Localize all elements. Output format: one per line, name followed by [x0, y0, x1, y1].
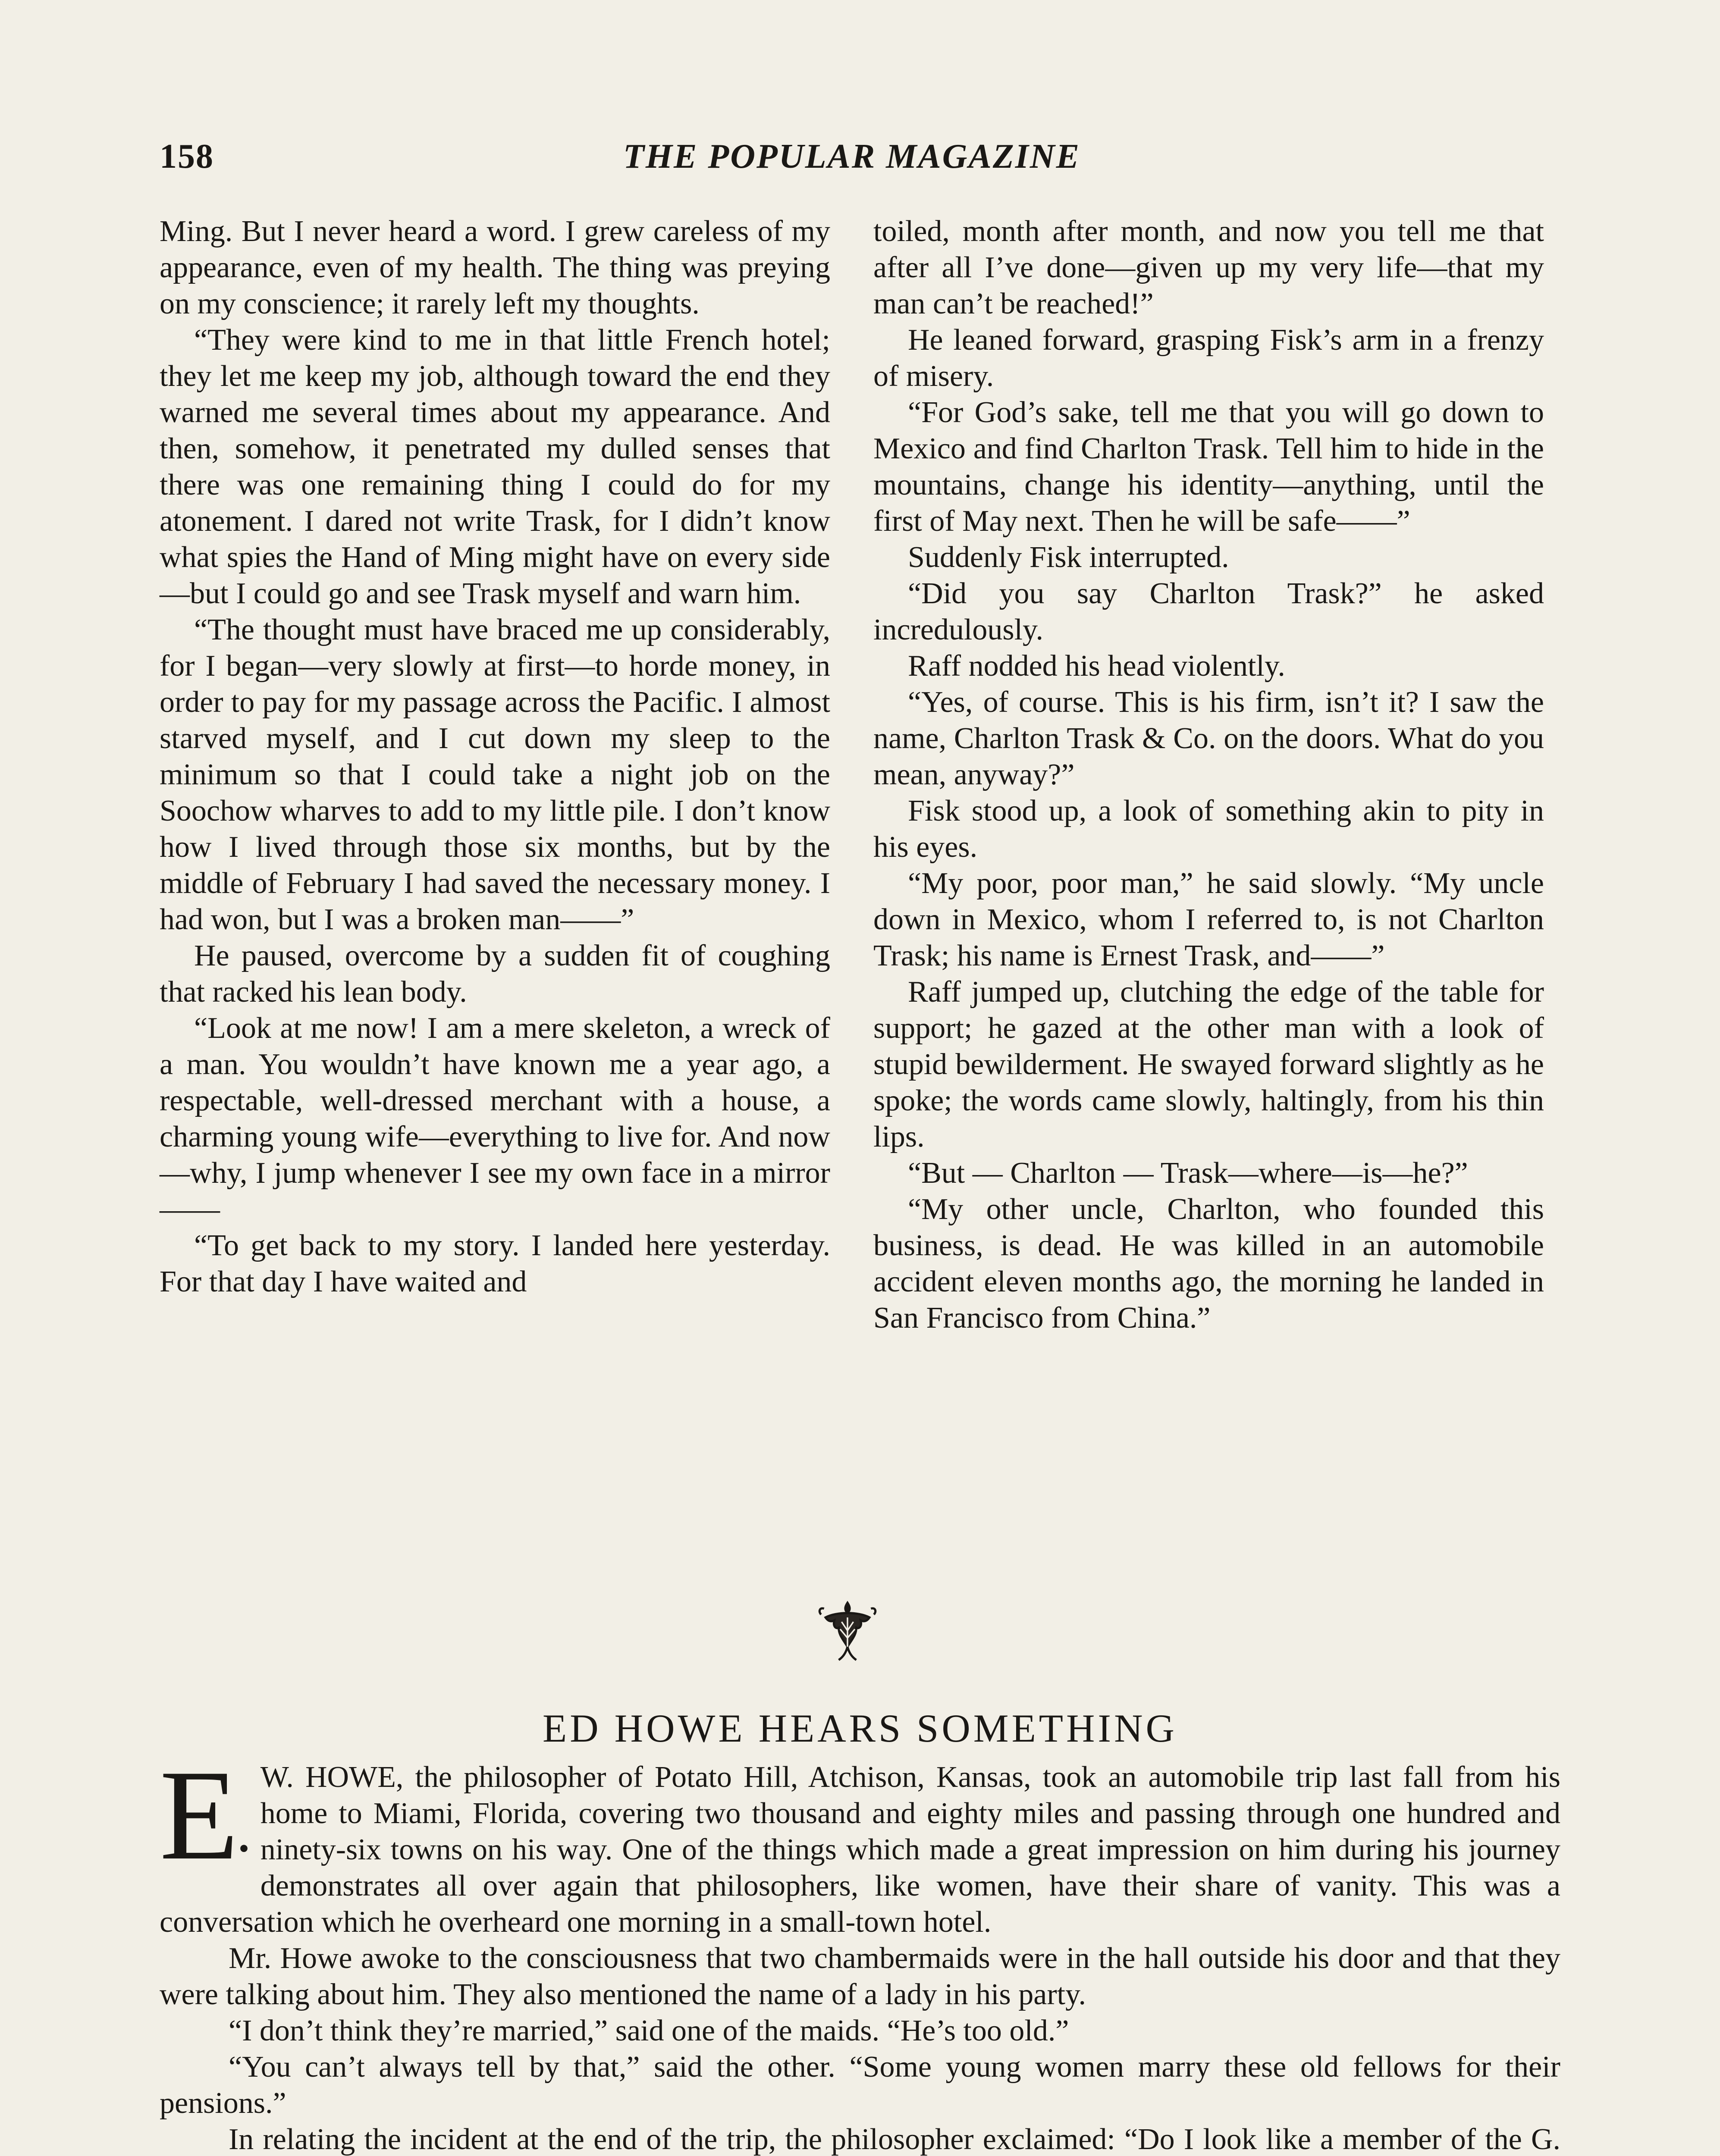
- lead-paragraph: [160, 1743, 1560, 1940]
- paragraph: He leaned forward, grasping Fisk’s arm in a frenzy of misery.: [873, 323, 1544, 393]
- paragraph: “My other uncle, Charlton, who founded this business, is dead. He was killed in an automobile accident eleven months ago, the morning he landed in San Francisco from China.”: [873, 1193, 1544, 1335]
- article-title: ED HOWE HEARS SOMETHING: [543, 1706, 1177, 1750]
- paragraph: He paused, overcome by a sudden fit of coughing that racked his lean body.: [160, 939, 830, 1009]
- page-number: 158: [160, 138, 214, 175]
- paragraph: “They were kind to me in that little French hotel; they let me keep my job, although toward the end they warned me several times about my appearance. And then, somehow, it penetrated my dulled senses that there was one remaining thing I could do for my atonement. I dared not write Trask, for I didn’t know what spies the Hand of Ming might have on every side—but I could go and see Trask myself and warn him.: [160, 323, 830, 610]
- drop-cap-dot: •: [239, 1832, 249, 1865]
- paragraph: Ming. But I never heard a word. I grew careless of my appearance, even of my health. The thing was preying on my conscience; it rarely left my thoughts.: [160, 215, 830, 320]
- paragraph: “The thought must have braced me up considerably, for I began—very slowly at first—to horde money, in order to pay for my passage across the Pacific. I almost starved myself, and I cut down my sleep to the minimum so that I could take a night job on the Soochow wharves to add to my little pile. I don’t know how I lived through those six months, but by the middle of February I had saved the necessary money. I had won, but I was a broken man——”: [160, 613, 830, 936]
- paragraph: In relating the incident at the end of the trip, the philosopher exclaimed: “Do I look like a member of the G.: [229, 2123, 1560, 2156]
- left-column: [160, 213, 830, 1300]
- running-head: THE POPULAR MAGAZINE: [623, 138, 1081, 175]
- right-column: [873, 213, 1544, 1336]
- paragraph: Mr. Howe awoke to the consciousness that two chambermaids were in the hall outside his door and that they were talking about him. They also mentioned the name of a lady in his party.: [160, 1942, 1560, 2011]
- paragraph: “Did you say Charlton Trask?” he asked incredulously.: [873, 577, 1544, 646]
- paragraph: “I don’t think they’re married,” said one of the maids. “He’s too old.”: [229, 2014, 1069, 2047]
- drop-cap: E•: [160, 1743, 249, 1887]
- paragraph: “But — Charlton — Trask—where—is—he?”: [908, 1156, 1468, 1190]
- paragraph: “Yes, of course. This is his firm, isn’t it? I saw the name, Charlton Trask & Co. on the doors. What do you mean, anyway?”: [873, 686, 1544, 791]
- paragraph: toiled, month after month, and now you tell me that after all I’ve done—given up my very life—that my man can’t be reached!”: [873, 215, 1544, 320]
- leaf-fleuron-icon: [811, 1595, 884, 1669]
- lead-text: W. HOWE, the philosopher of Potato Hill, Atchison, Kansas, took an automobile trip last fall from his home to Miami, Florida, covering two thousand and eighty miles and passing through one hundred and ninety-six towns on his way. One of the things which made a great impression on him during his journey demonstrates all over again that philosophers, like women, have their share of vanity. This was a conversation which he overheard one morning in a small-town hotel.: [160, 1761, 1560, 1939]
- paragraph: Suddenly Fisk interrupted.: [908, 541, 1229, 574]
- paragraph: Raff jumped up, clutching the edge of the table for support; he gazed at the other man with a look of stupid bewilderment. He swayed forward slightly as he spoke; the words came slowly, haltingly, from his thin lips.: [873, 975, 1544, 1153]
- paragraph: “You can’t always tell by that,” said the other. “Some young women marry these old fellows for their pensions.”: [160, 2050, 1560, 2120]
- paragraph: “To get back to my story. I landed here yesterday. For that day I have waited and: [160, 1229, 830, 1298]
- article-body: [160, 1743, 1560, 2156]
- paragraph: “Look at me now! I am a mere skeleton, a wreck of a man. You wouldn’t have known me a year ago, a respectable, well-dressed merchant with a house, a charming young wife—everything to live for. And now—why, I jump whenever I see my own face in a mirror——: [160, 1012, 830, 1226]
- paragraph: “For God’s sake, tell me that you will go down to Mexico and find Charlton Trask. Tell him to hide in the mountains, change his identity—anything, until the first of May next. Then he will be safe——”: [873, 396, 1544, 538]
- paragraph: “My poor, poor man,” he said slowly. “My uncle down in Mexico, whom I referred to, is not Charlton Trask; his name is Ernest Trask, and——”: [873, 867, 1544, 972]
- paragraph: Fisk stood up, a look of something akin to pity in his eyes.: [873, 794, 1544, 864]
- paragraph: Raff nodded his head violently.: [908, 649, 1285, 683]
